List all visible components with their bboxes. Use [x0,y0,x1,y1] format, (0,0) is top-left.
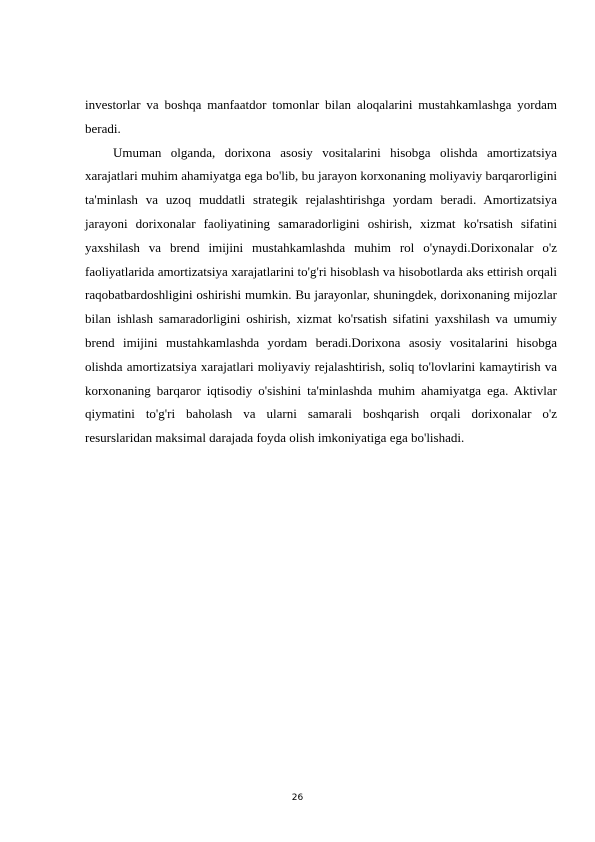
text-body [85,93,557,450]
paragraph-amortization-summary: Umuman olganda, dorixona asosiy vositalarini hisobga olishda amortizatsiya xarajatlari muhim ahamiyatga ega bo'lib, bu jarayon korxonaning moliyaviy barqarorligini ta'minlash va uzoq muddatli strategik rejalashtirishga yordam beradi. Amortizatsiya jarayoni dorixonalar faoliyatining samaradorligini oshirish, xizmat ko'rsatish sifatini yaxshilash va brend imijini mustahkamlashda muhim rol o'ynaydi.Dorixonalar o'z faoliyatlarida amortizatsiya xarajatlarini to'g'ri hisoblash va hisobotlarda aks ettirish orqali raqobatbardoshligini oshirishi mumkin. Bu jarayonlar, shuningdek, dorixonaning mijozlar bilan ishlash samaradorligini oshirish, xizmat ko'rsatish sifatini yaxshilash va umumiy brend imijini mustahkamlashda yordam beradi.Dorixona asosiy vositalarini hisobga olishda amortizatsiya xarajatlari moliyaviy rejalashtirish, soliq to'lovlarini kamaytirish va korxonaning barqaror iqtisodiy o'sishini ta'minlashda muhim ahamiyatga ega. Aktivlar qiymatini to'g'ri baholash va ularni samarali boshqarish orqali dorixonalar o'z resurslaridan maksimal darajada foyda olish imkoniyatiga ega bo'lishadi. [85,144,557,446]
paragraph-continuation: investorlar va boshqa manfaatdor tomonlar bilan aloqalarini mustahkamlashga yordam beradi. [85,97,557,136]
page-number: 26 [291,793,304,803]
